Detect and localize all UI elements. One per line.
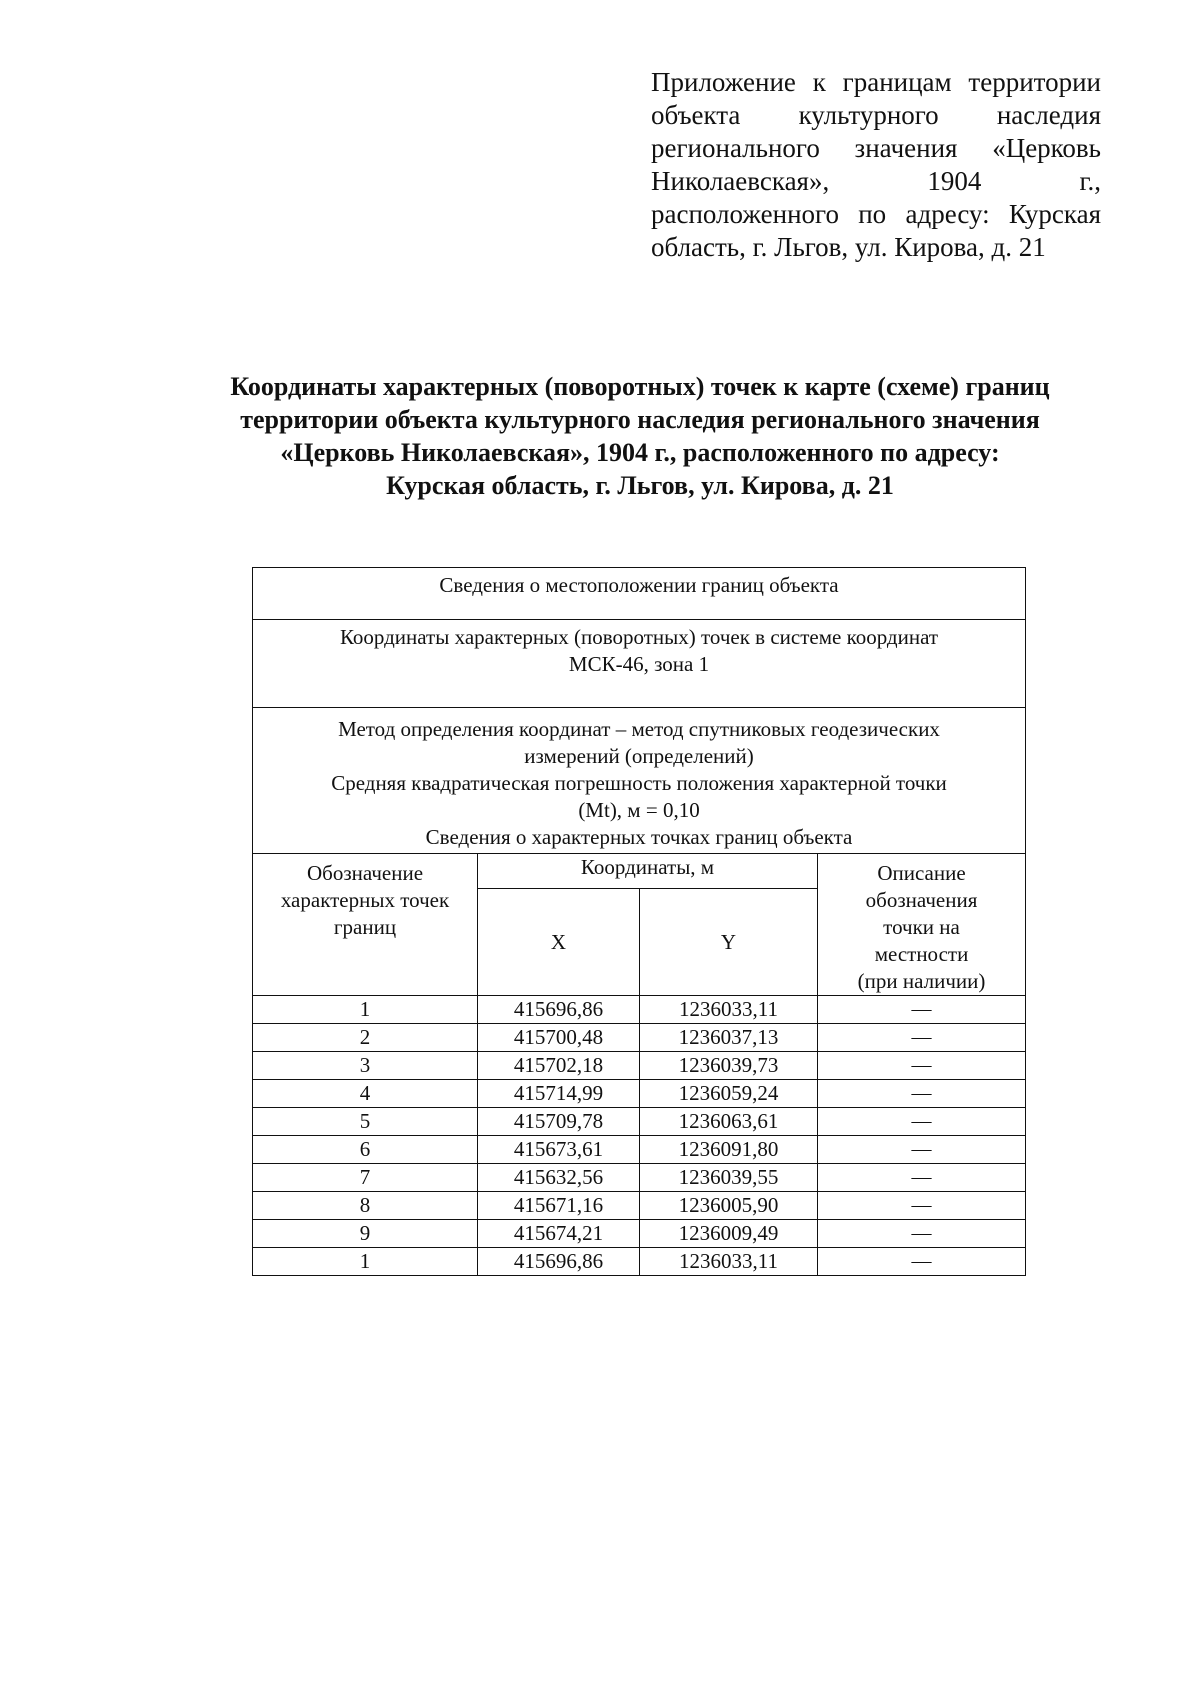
method-line: (Mt), м = 0,10 — [578, 798, 700, 822]
description-cell: — — [818, 1164, 1026, 1192]
appendix-line: область, г. Льгов, ул. Кирова, д. 21 — [651, 232, 1046, 262]
x-cell: 415700,48 — [478, 1024, 640, 1052]
point-header-line: Обозначение — [306, 861, 424, 885]
method-cell — [253, 708, 1026, 854]
y-cell: 1236005,90 — [640, 1192, 818, 1220]
section-title-row — [253, 568, 1026, 620]
header-row — [253, 854, 1026, 889]
method-line: Метод определения координат – метод спутниковых геодезических — [338, 717, 940, 741]
table-row — [253, 996, 1026, 1024]
y-cell: 1236009,49 — [640, 1220, 818, 1248]
point-header-line: границ — [333, 915, 397, 939]
description-header-line: обозначения — [865, 888, 978, 912]
appendix-line: Николаевская», 1904 г., — [651, 166, 1101, 196]
title-line: «Церковь Николаевская», 1904 г., расположенного по адресу: — [280, 438, 1000, 467]
description-header-line: (при наличии) — [857, 969, 986, 993]
y-cell: 1236039,55 — [640, 1164, 818, 1192]
section-title: Сведения о местоположении границ объекта — [253, 568, 1026, 620]
table-row — [253, 1248, 1026, 1276]
appendix-line: объекта культурного наследия — [651, 100, 1101, 130]
appendix-line: расположенного по адресу: Курская — [651, 199, 1101, 229]
y-header: Y — [640, 889, 818, 996]
x-cell: 415709,78 — [478, 1108, 640, 1136]
description-header-line: точки на — [883, 915, 960, 939]
title-line: Курская область, г. Льгов, ул. Кирова, д. 21 — [386, 471, 894, 500]
description-cell: — — [818, 1024, 1026, 1052]
coords-header: Координаты, м — [478, 854, 818, 889]
point-cell: 5 — [253, 1108, 478, 1136]
coord-system-line: МСК-46, зона 1 — [568, 652, 710, 676]
x-cell: 415673,61 — [478, 1136, 640, 1164]
y-cell: 1236039,73 — [640, 1052, 818, 1080]
point-cell: 1 — [253, 1248, 478, 1276]
table-row — [253, 1164, 1026, 1192]
x-cell: 415696,86 — [478, 996, 640, 1024]
x-cell: 415632,56 — [478, 1164, 640, 1192]
description-header-line: местности — [874, 942, 969, 966]
method-row — [253, 708, 1026, 854]
x-cell: 415696,86 — [478, 1248, 640, 1276]
description-cell: — — [818, 1248, 1026, 1276]
x-cell: 415671,16 — [478, 1192, 640, 1220]
point-cell: 7 — [253, 1164, 478, 1192]
title-line: Координаты характерных (поворотных) точек к карте (схеме) границ — [230, 372, 1050, 401]
point-header-line: характерных точек — [280, 888, 450, 912]
point-cell: 3 — [253, 1052, 478, 1080]
y-cell: 1236037,13 — [640, 1024, 818, 1052]
description-cell: — — [818, 1220, 1026, 1248]
appendix-line: Приложение к границам территории — [651, 67, 1101, 97]
description-header-line: Описание — [877, 861, 966, 885]
title-line: территории объекта культурного наследия регионального значения — [240, 405, 1040, 434]
method-line: Сведения о характерных точках границ объекта — [425, 825, 853, 849]
y-cell: 1236033,11 — [640, 996, 818, 1024]
table-row — [253, 1220, 1026, 1248]
description-cell: — — [818, 1192, 1026, 1220]
point-header — [253, 854, 478, 996]
point-cell: 2 — [253, 1024, 478, 1052]
document-title — [150, 370, 1130, 502]
method-line: измерений (определений) — [524, 744, 754, 768]
x-cell: 415714,99 — [478, 1080, 640, 1108]
point-cell: 4 — [253, 1080, 478, 1108]
x-header: X — [478, 889, 640, 996]
y-cell: 1236063,61 — [640, 1108, 818, 1136]
coord-system-line: Координаты характерных (поворотных) точек в системе координат — [339, 625, 939, 649]
description-cell: — — [818, 1052, 1026, 1080]
point-cell: 8 — [253, 1192, 478, 1220]
description-header — [818, 854, 1026, 996]
description-cell: — — [818, 996, 1026, 1024]
point-cell: 9 — [253, 1220, 478, 1248]
coordinates-table — [252, 567, 1026, 1276]
table-row — [253, 1108, 1026, 1136]
method-line: Средняя квадратическая погрешность положения характерной точки — [331, 771, 947, 795]
y-cell: 1236059,24 — [640, 1080, 818, 1108]
description-cell: — — [818, 1136, 1026, 1164]
coord-system-row — [253, 620, 1026, 708]
x-cell: 415674,21 — [478, 1220, 640, 1248]
appendix-note — [651, 66, 1101, 264]
point-cell: 6 — [253, 1136, 478, 1164]
table-row — [253, 1192, 1026, 1220]
table-row — [253, 1080, 1026, 1108]
description-cell: — — [818, 1080, 1026, 1108]
table-row — [253, 1136, 1026, 1164]
table-row — [253, 1024, 1026, 1052]
point-cell: 1 — [253, 996, 478, 1024]
appendix-line: регионального значения «Церковь — [651, 133, 1101, 163]
description-cell: — — [818, 1108, 1026, 1136]
x-cell: 415702,18 — [478, 1052, 640, 1080]
y-cell: 1236033,11 — [640, 1248, 818, 1276]
table-row — [253, 1052, 1026, 1080]
coord-system-cell — [253, 620, 1026, 708]
y-cell: 1236091,80 — [640, 1136, 818, 1164]
